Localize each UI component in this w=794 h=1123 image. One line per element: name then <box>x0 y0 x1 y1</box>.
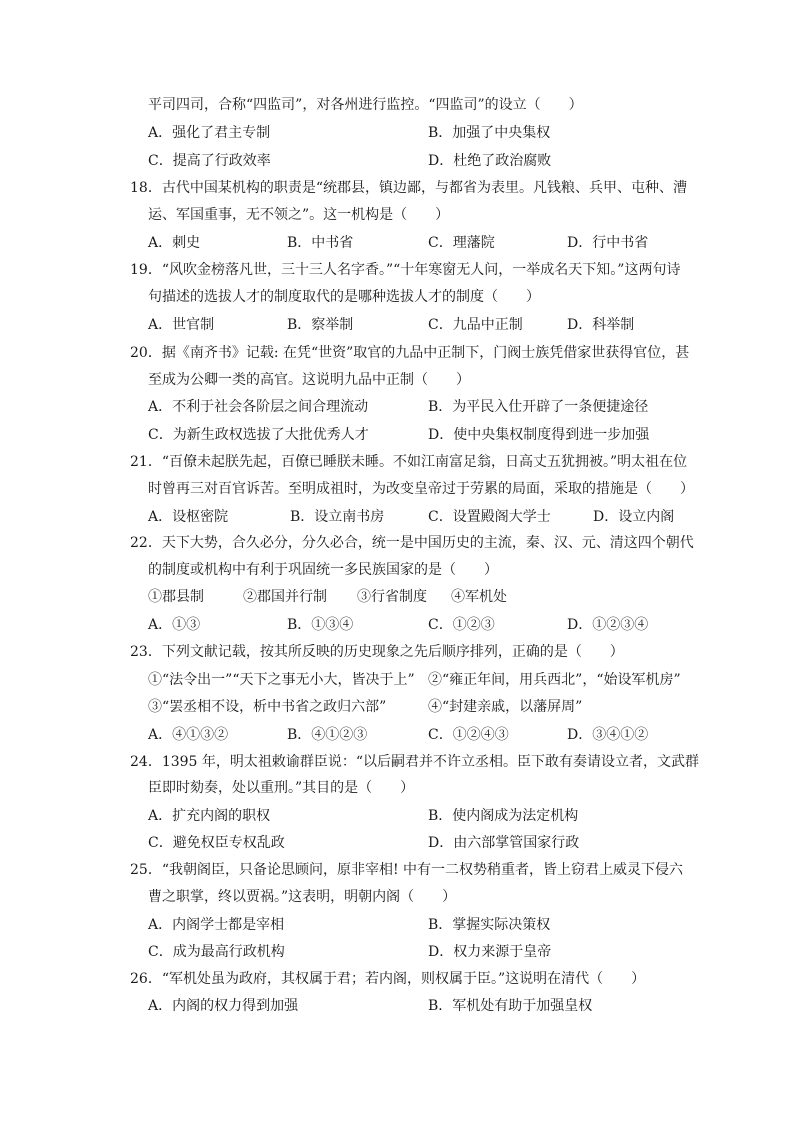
q22-item-4: ④军机处 <box>451 589 507 605</box>
q23-item-3: ③“罢丞相不设，析中书省之政归六部” <box>148 699 387 715</box>
q17-option-c[interactable]: C．提高了行政效率 <box>148 153 271 169</box>
q24-option-c[interactable]: C．避免权臣专权乱政 <box>148 835 285 851</box>
q24-option-b[interactable]: B．使内阁成为法定机构 <box>428 808 579 824</box>
q23-stem-line1: 23．下列文献记载，按其所反映的历史现象之先后顺序排列，正确的是（ ） <box>130 644 624 660</box>
q18-option-a[interactable]: A．刺史 <box>148 235 201 251</box>
q26-option-a[interactable]: A．内阁的权力得到加强 <box>148 998 299 1014</box>
q22-item-2: ②郡国并行制 <box>243 589 327 605</box>
q23-item-4: ④“封建亲戚，以藩屏周” <box>428 699 583 715</box>
q22-item-3: ③行省制度 <box>357 589 427 605</box>
q17-stem-continuation: 平司四司，合称“四监司”，对各州进行监控。“四监司”的设立（ ） <box>148 97 583 113</box>
q23-item-1: ①“法令出一”“天下之事无小大，皆决于上” <box>148 672 415 688</box>
q24-option-d[interactable]: D．由六部掌管国家行政 <box>428 835 580 851</box>
q17-option-a[interactable]: A．强化了君主专制 <box>148 125 271 141</box>
q23-option-d[interactable]: D．③④①② <box>567 727 649 743</box>
q22-stem-line1: 22．天下大势，合久必分，分久必合，统一是中国历史的主流，秦、汉、元、清这四个朝代 <box>130 535 694 551</box>
q24-stem-line1: 24．1395 年，明太祖敕谕群臣说：“以后嗣君并不许立丞相。臣下敢有奏请设立者，文武群 <box>130 754 700 770</box>
q23-item-2: ②“雍正年间，用兵西北”，“始设军机房” <box>428 672 681 688</box>
q25-option-a[interactable]: A．内阁学士都是宰相 <box>148 917 285 933</box>
q26-stem-line1: 26．“军机处虽为政府，其权属于君；若内阁，则权属于臣。”这说明在清代（ ） <box>130 971 646 987</box>
q21-option-d[interactable]: D．设立内阁 <box>593 509 675 525</box>
q18-stem-line2: 运、军国重事，无不领之”。这一机构是（ ） <box>148 207 450 223</box>
q23-option-a[interactable]: A．④①③② <box>148 727 229 743</box>
q18-option-d[interactable]: D．行中书省 <box>567 235 649 251</box>
q24-stem-line2: 臣即时劾奏，处以重刑。”其目的是（ ） <box>148 780 415 796</box>
q24-option-a[interactable]: A．扩充内阁的职权 <box>148 808 271 824</box>
q19-option-c[interactable]: C．九品中正制 <box>428 317 523 333</box>
q23-option-c[interactable]: C．①②④③ <box>428 727 509 743</box>
q21-stem-line1: 21．“百僚未起朕先起，百僚已睡朕未睡。不如江南富足翁，日高丈五犹拥被。”明太祖在位 <box>130 454 688 470</box>
q22-option-d[interactable]: D．①②③④ <box>567 617 649 633</box>
q20-stem-line1: 20．据《南齐书》记载: 在凭“世资”取官的九品中正制下，门阀士族凭借家世获得官位，甚 <box>130 345 690 361</box>
q25-stem-line1: 25．“我朝阁臣，只备论思顾问，原非宰相! 中有一二权势稍重者，皆上窃君上威灵下侵六 <box>130 862 684 878</box>
q22-option-c[interactable]: C．①②③ <box>428 617 495 633</box>
q26-option-b[interactable]: B．军机处有助于加强皇权 <box>428 998 593 1014</box>
q20-option-b[interactable]: B．为平民入仕开辟了一条便捷途径 <box>428 399 649 415</box>
q22-option-a[interactable]: A．①③ <box>148 617 201 633</box>
q19-stem-line2: 句描述的选拔人才的制度取代的是哪种选拔人才的制度（ ） <box>148 289 540 305</box>
q18-option-b[interactable]: B．中书省 <box>287 235 354 251</box>
q22-item-1: ①郡县制 <box>148 589 204 605</box>
q17-option-b[interactable]: B．加强了中央集权 <box>428 125 551 141</box>
q21-option-b[interactable]: B．设立南书房 <box>290 509 385 525</box>
q20-stem-line2: 至成为公卿一类的高官。这说明九品中正制（ ） <box>148 372 470 388</box>
q20-option-c[interactable]: C．为新生政权选拔了大批优秀人才 <box>148 427 369 443</box>
q25-option-c[interactable]: C．成为最高行政机构 <box>148 944 285 960</box>
q20-option-a[interactable]: A．不利于社会各阶层之间合理流动 <box>148 399 369 415</box>
q21-option-a[interactable]: A．设枢密院 <box>148 509 229 525</box>
q23-option-b[interactable]: B．④①②③ <box>287 727 368 743</box>
q21-option-c[interactable]: C．设置殿阁大学士 <box>428 509 551 525</box>
q18-stem-line1: 18．古代中国某机构的职责是“统郡县，镇边鄙，与都省为表里。凡钱粮、兵甲、屯种、漕 <box>130 180 687 196</box>
q18-option-c[interactable]: C．理藩院 <box>428 235 495 251</box>
q19-stem-line1: 19．“风吹金榜落凡世，三十三人名字香。”“十年寒窗无人问，一举成名天下知。”这两句诗 <box>130 262 681 278</box>
q22-stem-line2: 的制度或机构中有利于巩固统一多民族国家的是（ ） <box>148 562 498 578</box>
q25-option-d[interactable]: D．权力来源于皇帝 <box>428 944 552 960</box>
q21-stem-line2: 时曾再三对百官诉苦。至明成祖时，为改变皇帝过于劳累的局面，采取的措施是（ ） <box>148 481 694 497</box>
q20-option-d[interactable]: D．使中央集权制度得到进一步加强 <box>428 427 650 443</box>
q25-stem-line2: 曹之职掌，终以贾祸。”这表明，明朝内阁（ ） <box>148 889 457 905</box>
q19-option-a[interactable]: A．世官制 <box>148 317 215 333</box>
q22-option-b[interactable]: B．①③④ <box>287 617 354 633</box>
q19-option-d[interactable]: D．科举制 <box>567 317 635 333</box>
q17-option-d[interactable]: D．杜绝了政治腐败 <box>428 153 552 169</box>
q25-option-b[interactable]: B．掌握实际决策权 <box>428 917 551 933</box>
q19-option-b[interactable]: B．察举制 <box>287 317 354 333</box>
